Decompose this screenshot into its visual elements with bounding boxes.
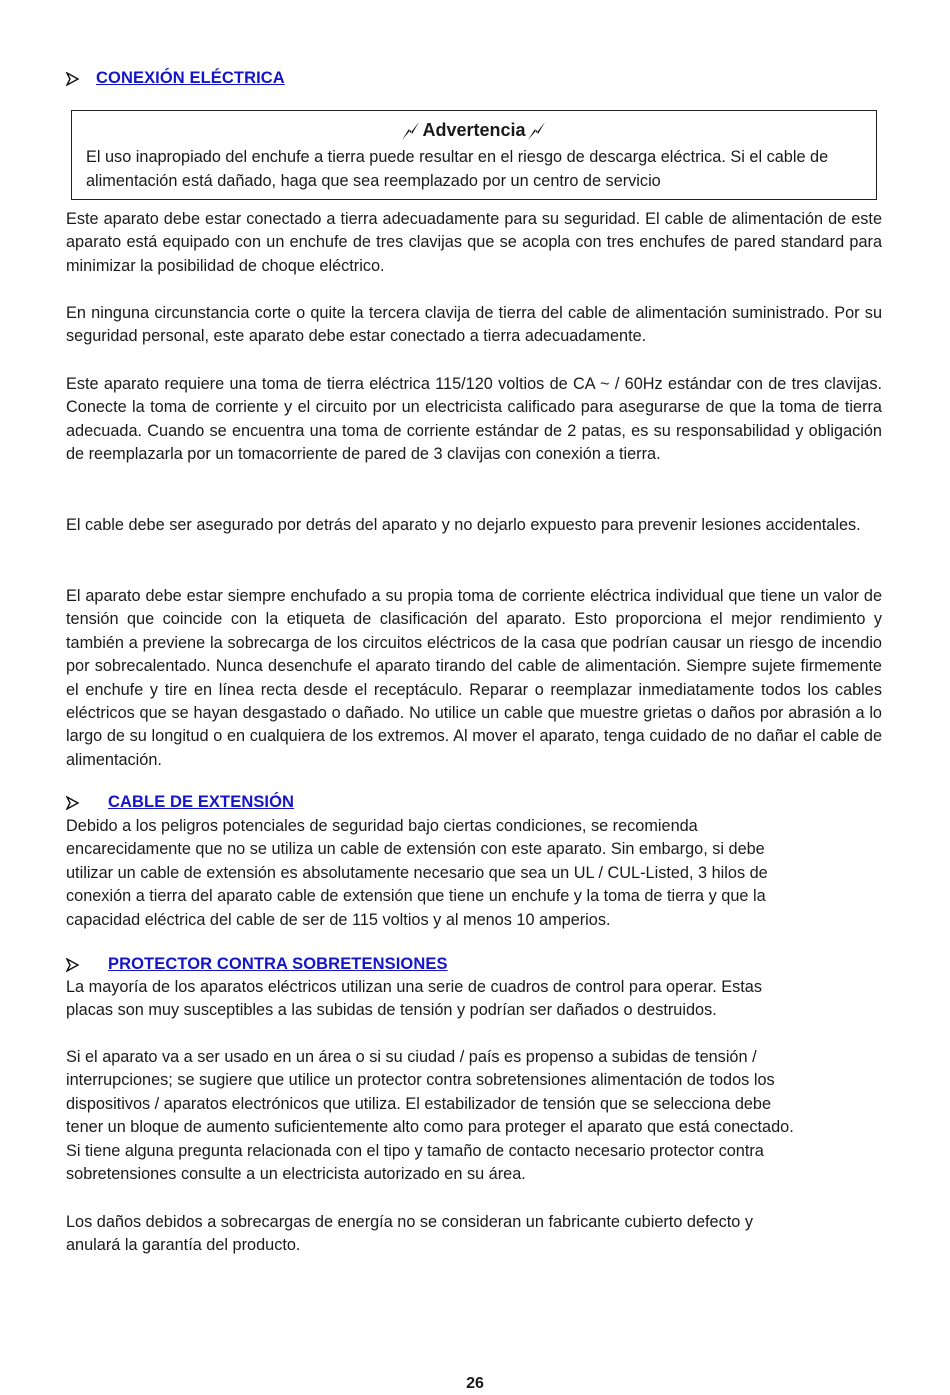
text-line: Si el aparato va a ser usado en un área o si su ciudad / país es propenso a subidas de tensión / bbox=[66, 1048, 757, 1066]
section-heading-conexion bbox=[66, 67, 285, 90]
paragraph-warranty bbox=[66, 1211, 882, 1258]
paragraph-extension bbox=[66, 815, 882, 932]
section-title: CABLE DE EXTENSIÓN bbox=[108, 793, 295, 811]
section-title: CONEXIÓN ELÉCTRICA bbox=[96, 69, 285, 87]
section-title: PROTECTOR CONTRA SOBRETENSIONES bbox=[108, 955, 448, 973]
text-line: capacidad eléctrica del cable de ser de 115 voltios y al menos 10 amperios. bbox=[66, 910, 611, 929]
paragraph-individual-outlet: El aparato debe estar siempre enchufado a su propia toma de corriente eléctrica individual que tiene un valor de tensión que coincide con la etiqueta de clasificación del aparato. Esto proporciona el mejor rendimiento y también a previene la sobrecarga de los circuitos eléctricos de la casa que podrían causar un riesgo de incendio por sobrecalentado. Nunca desenchufe el aparato tirando del cable de alimentación. Siempre sujete firmemente el enchufe y tire en línea recta desde el receptáculo. Reparar o reemplazar inmediatamente todos los cables eléctricos que se hayan desgastado o dañado. No utilice un cable que muestre grietas o daños por abrasión a lo largo de su longitud o en cualquiera de los extremos. Al mover el aparato, tenga cuidado de no dañar el cable de alimentación. bbox=[66, 587, 882, 769]
warning-title bbox=[72, 119, 876, 142]
page-number: 26 bbox=[466, 1375, 484, 1392]
text-line: La mayoría de los aparatos eléctricos utilizan una serie de cuadros de control para operar. Estas bbox=[66, 978, 762, 996]
paragraph-grounding: Este aparato debe estar conectado a tierra adecuadamente para su seguridad. El cable de alimentación de este aparato está equipado con un enchufe de tres clavijas que se acopla con tres enchufes de pared standard para minimizar la posibilidad de choque eléctrico. bbox=[66, 210, 882, 275]
text-line: utilizar un cable de extensión es absolutamente necesario que sea un UL / CUL-Listed, 3 hilos de bbox=[66, 863, 768, 882]
text-line: tener un bloque de aumento suficientemente alto como para proteger el aparato que está conectado. bbox=[66, 1118, 794, 1137]
paragraph-third-prong: En ninguna circunstancia corte o quite la tercera clavija de tierra del cable de alimentación suministrado. Por su seguridad personal, este aparato debe estar conectado a tierra adecuadamente. bbox=[66, 304, 882, 346]
warning-text: El uso inapropiado del enchufe a tierra puede resultar en el riesgo de descarga eléctrica. Si el cable de alimentación está dañado, haga que sea reemplazado por un centro de servicio bbox=[86, 148, 829, 190]
paragraph-cable-secure: El cable debe ser asegurado por detrás del aparato y no dejarlo expuesto para prevenir lesiones accidentales. bbox=[66, 516, 861, 534]
text-line: encarecidamente que no se utiliza un cable de extensión con este aparato. Sin embargo, si debe bbox=[66, 840, 765, 859]
lightning-bolt-icon bbox=[400, 120, 422, 142]
section-heading-protector bbox=[66, 953, 448, 976]
text-line: interrupciones; se sugiere que utilice un protector contra sobretensiones alimentación de todos los bbox=[66, 1071, 775, 1090]
text-line: Si tiene alguna pregunta relacionada con el tipo y tamaño de contacto necesario protector contra bbox=[66, 1141, 764, 1160]
text-line: sobretensiones consulte a un electricista autorizado en su área. bbox=[66, 1165, 526, 1184]
text-line: anulará la garantía del producto. bbox=[66, 1236, 301, 1255]
text-line: Debido a los peligros potenciales de seguridad bajo ciertas condiciones, se recomienda bbox=[66, 817, 698, 835]
section-heading-extension bbox=[66, 791, 294, 814]
text-line: dispositivos / aparatos electrónicos que utiliza. El estabilizador de tensión que se selecciona debe bbox=[66, 1094, 772, 1113]
arrowhead-icon bbox=[66, 958, 108, 972]
paragraph-protector-intro bbox=[66, 976, 882, 1023]
text-line: conexión a tierra del aparato cable de extensión que tiene un enchufe y la toma de tierra y que la bbox=[66, 887, 766, 906]
arrowhead-icon bbox=[66, 72, 96, 86]
arrowhead-icon bbox=[66, 796, 108, 810]
warning-box bbox=[71, 110, 877, 200]
lightning-bolt-icon bbox=[526, 120, 548, 142]
warning-title-text: Advertencia bbox=[422, 120, 526, 140]
paragraph-outlet-requirements: Este aparato requiere una toma de tierra eléctrica 115/120 voltios de CA ~ / 60Hz estándar con de tres clavijas. Conecte la toma de corriente y el circuito por un electricista calificado para asegurarse de que la toma de tierra adecuada. Cuando se encuentra una toma de corriente estándar de 2 patas, es su responsabilidad y obligación de reemplazarla por un tomacorriente de pared de 3 clavijas con conexión a tierra. bbox=[66, 375, 882, 464]
text-line: placas son muy susceptibles a las subidas de tensión y podrían ser dañados o destruidos. bbox=[66, 1001, 717, 1020]
paragraph-protector-advice bbox=[66, 1046, 882, 1186]
text-line: Los daños debidos a sobrecargas de energía no se consideran un fabricante cubierto defecto y bbox=[66, 1213, 753, 1231]
